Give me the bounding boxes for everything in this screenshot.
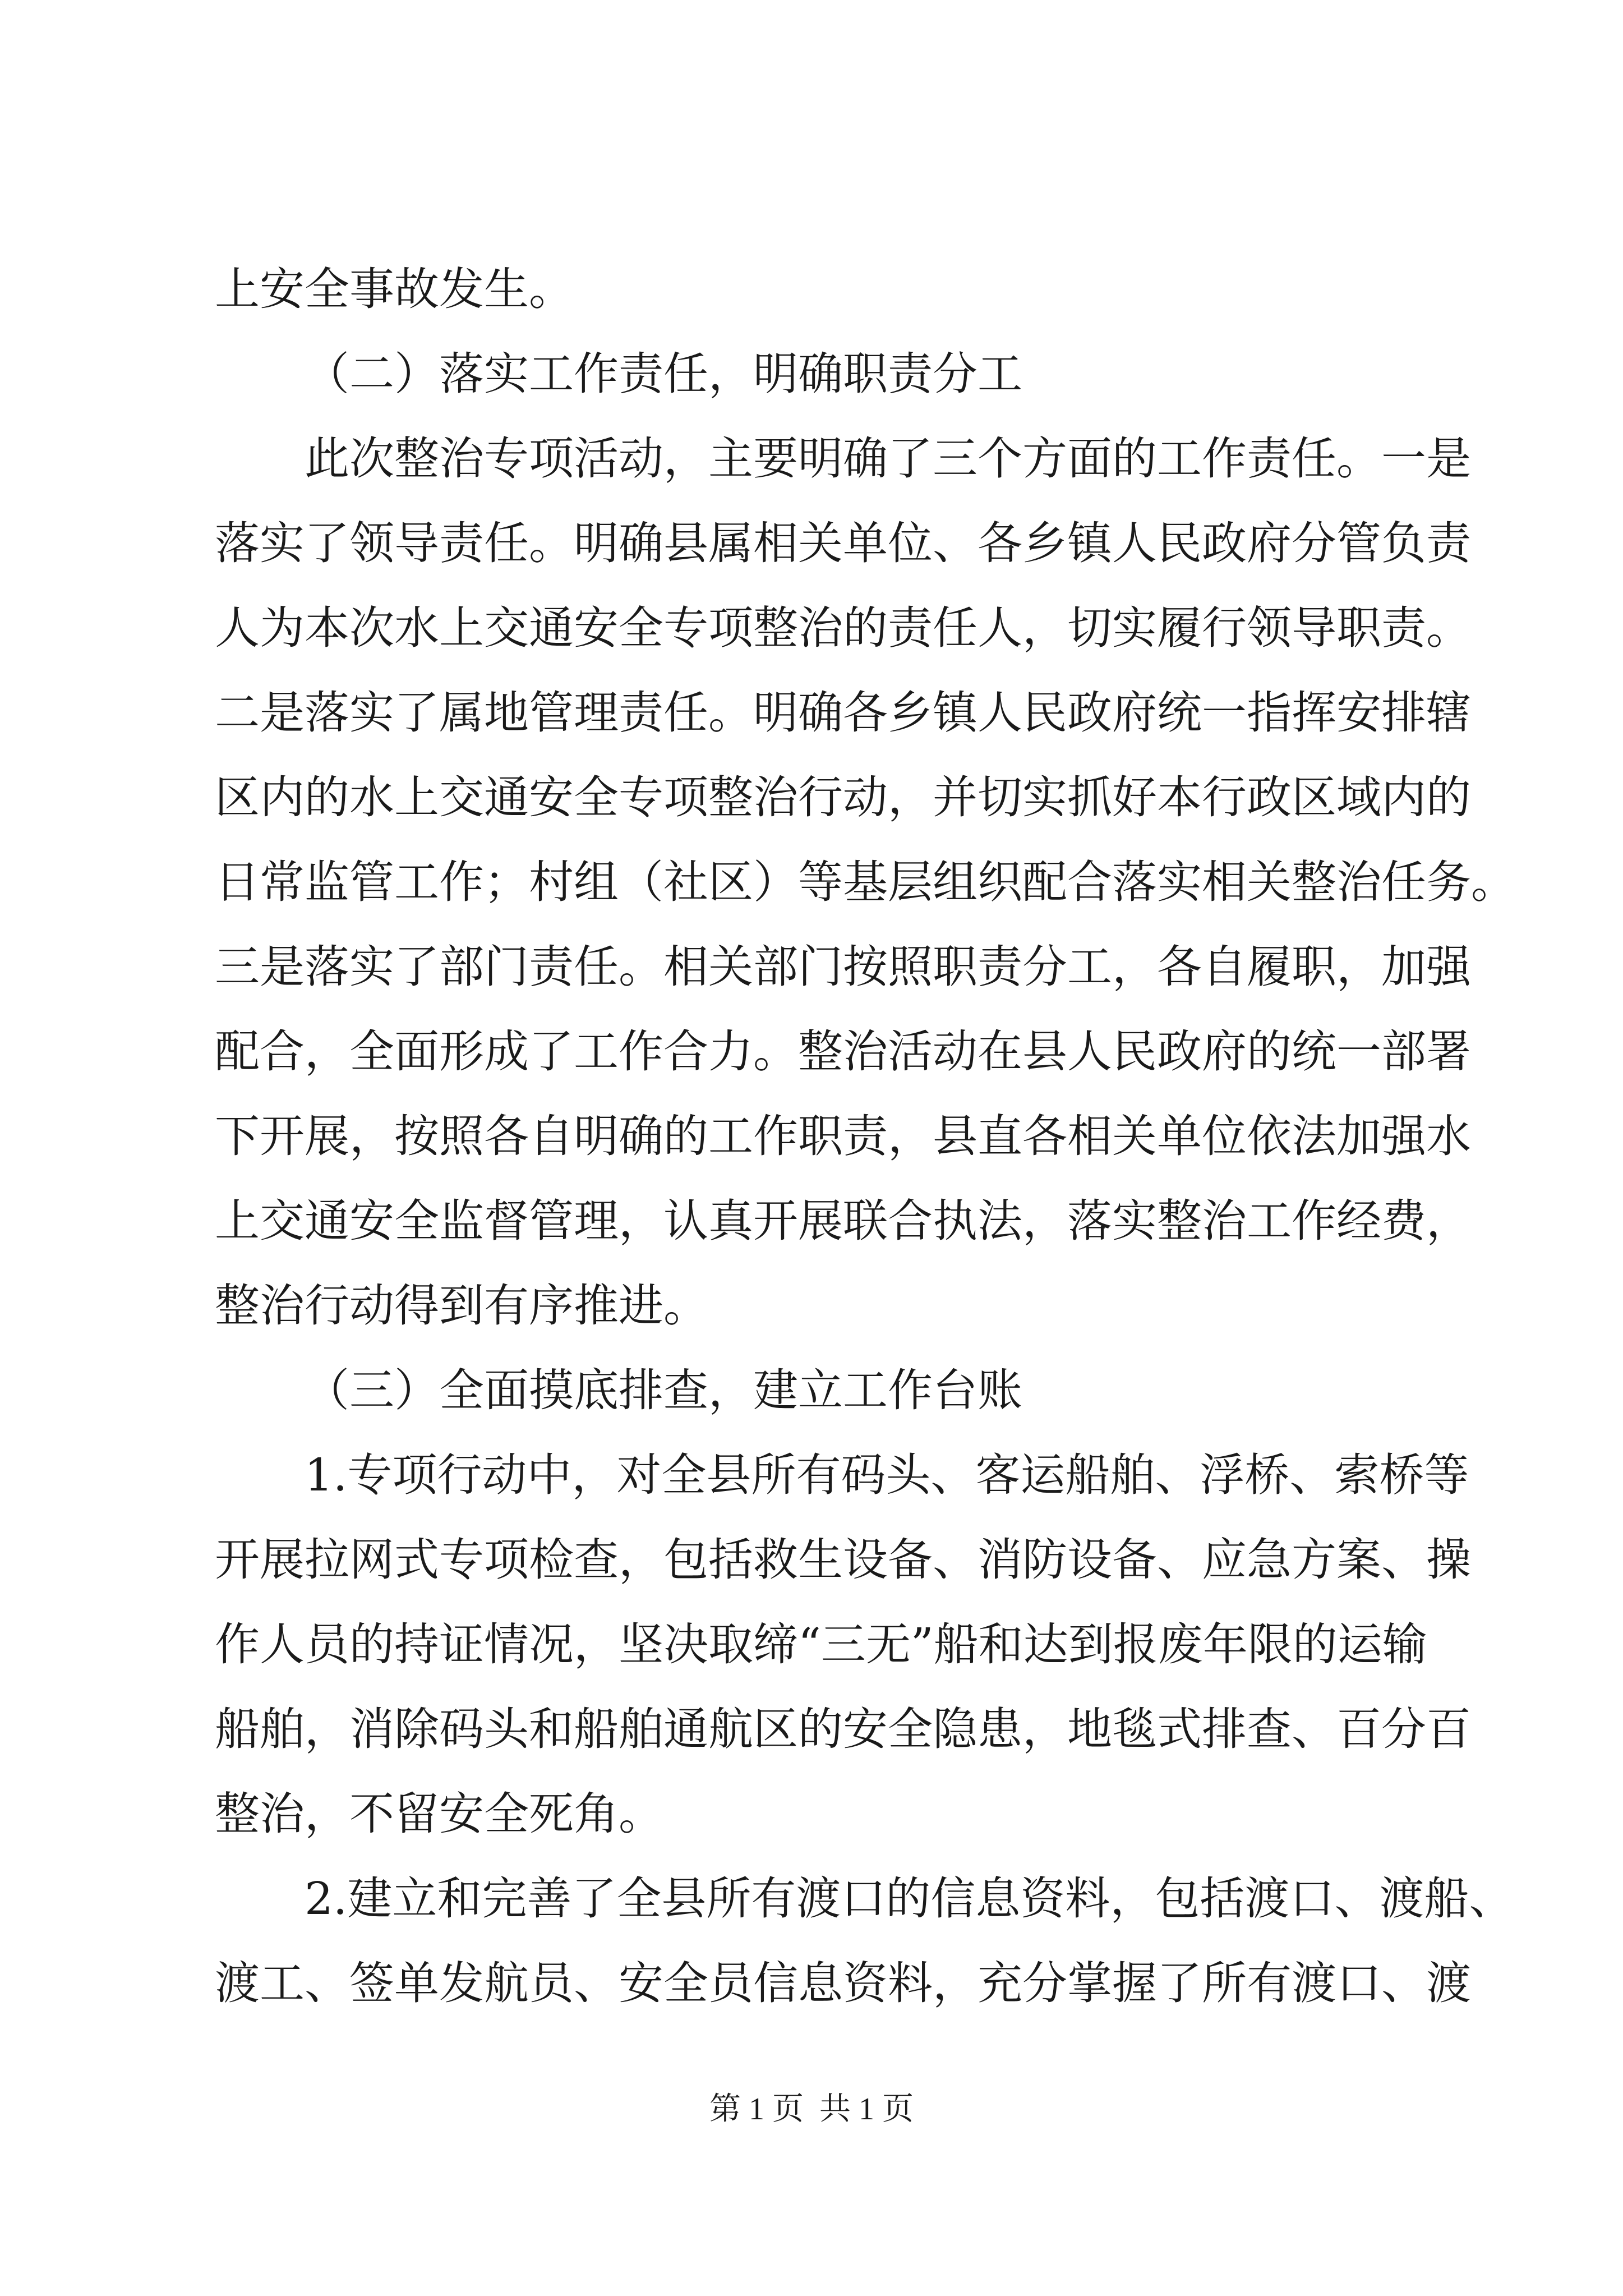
text-line: 整治，不留安全死角。 bbox=[215, 1788, 663, 1840]
page-number-total: 共 1 页 bbox=[819, 2092, 914, 2127]
text-line: 2.建立和完善了全县所有渡口的信息资料，包括渡口、渡船、 bbox=[305, 1872, 1514, 1925]
text-line: 二是落实了属地管理责任。明确各乡镇人民政府统一指挥安排辖 bbox=[215, 687, 1471, 739]
text-line: 1.专项行动中，对全县所有码头、客运船舶、浮桥、索桥等 bbox=[305, 1449, 1469, 1501]
text-line: 配合，全面形成了工作合力。整治活动在县人民政府的统一部署 bbox=[215, 1025, 1471, 1078]
page-number-current: 第 1 页 bbox=[709, 2092, 804, 2127]
text-line: 日常监管工作；村组（社区）等基层组织配合落实相关整治任务。 bbox=[215, 856, 1516, 908]
section-heading: （三）全面摸底排查，建立工作台账 bbox=[305, 1364, 1022, 1416]
text-line: 上安全事故发生。 bbox=[215, 263, 574, 315]
page-footer bbox=[0, 2090, 1623, 2129]
text-line: 区内的水上交通安全专项整治行动，并切实抓好本行政区域内的 bbox=[215, 771, 1471, 823]
text-line: 下开展，按照各自明确的工作职责，县直各相关单位依法加强水 bbox=[215, 1110, 1471, 1162]
text-line: 人为本次水上交通安全专项整治的责任人，切实履行领导职责。 bbox=[215, 602, 1471, 654]
text-line: 此次整治专项活动，主要明确了三个方面的工作责任。一是 bbox=[305, 432, 1471, 485]
text-line: 船舶，消除码头和船舶通航区的安全隐患，地毯式排查、百分百 bbox=[215, 1703, 1471, 1755]
text-line: 作人员的持证情况，坚决取缔“三无”船和达到报废年限的运输 bbox=[215, 1618, 1427, 1671]
text-line: 渡工、签单发航员、安全员信息资料，充分掌握了所有渡口、渡 bbox=[215, 1957, 1471, 2009]
text-line: 整治行动得到有序推进。 bbox=[215, 1280, 708, 1332]
section-heading: （二）落实工作责任，明确职责分工 bbox=[305, 348, 1022, 400]
text-line: 上交通安全监督管理，认真开展联合执法，落实整治工作经费， bbox=[215, 1195, 1471, 1247]
text-line: 开展拉网式专项检查，包括救生设备、消防设备、应急方案、操 bbox=[215, 1534, 1471, 1586]
document-body bbox=[215, 247, 1516, 2026]
text-line: 三是落实了部门责任。相关部门按照职责分工，各自履职，加强 bbox=[215, 941, 1471, 993]
text-line: 落实了领导责任。明确县属相关单位、各乡镇人民政府分管负责 bbox=[215, 517, 1471, 569]
